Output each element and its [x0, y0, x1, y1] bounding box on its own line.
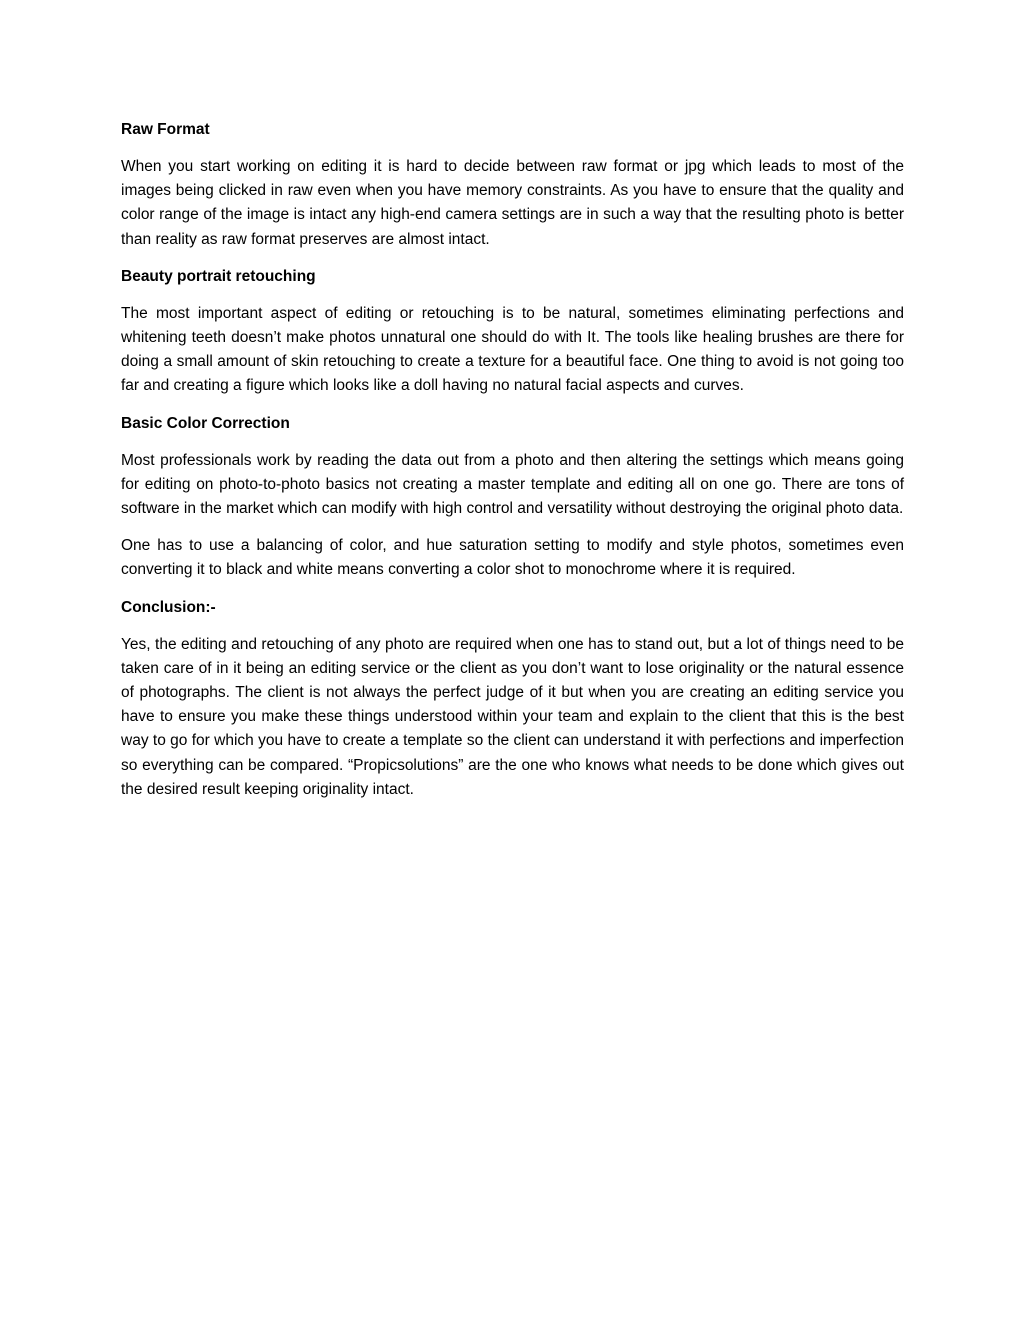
section-heading-conclusion: Conclusion:-	[121, 598, 216, 616]
section-heading-color-correction: Basic Color Correction	[121, 414, 290, 432]
section-heading-beauty-portrait: Beauty portrait retouching	[121, 267, 316, 285]
section-paragraph: Most professionals work by reading the data out from a photo and then altering the settings which means going for editing on photo-to-photo basics not creating a master template and editing all on one go. There are tons of software in the market which can modify with high control and versatility without destroying the original photo data.	[121, 451, 904, 518]
document-page	[121, 118, 904, 815]
section-paragraph: Yes, the editing and retouching of any photo are required when one has to stand out, but a lot of things need to be taken care of in it being an editing service or the client as you don’t want to lose originality or the natural essence of photographs. The client is not always the perfect judge of it but when you are creating an editing service you have to ensure you make these things understood within your team and explain to the client that this is the best way to go for which you have to create a template so the client can understand it with perfections and imperfection so everything can be compared. “Propicsolutions” are the one who knows what needs to be done which gives out the desired result keeping originality intact.	[121, 635, 904, 798]
section-paragraph: The most important aspect of editing or retouching is to be natural, sometimes eliminating perfections and whitening teeth doesn’t make photos unnatural one should do with It. The tools like healing brushes are there for doing a small amount of skin retouching to create a texture for a beautiful face. One thing to avoid is not going too far and creating a figure which looks like a doll having no natural facial aspects and curves.	[121, 304, 904, 395]
section-paragraph: When you start working on editing it is hard to decide between raw format or jpg which leads to most of the images being clicked in raw even when you have memory constraints. As you have to ensure that the quality and color range of the image is intact any high-end camera settings are in such a way that the resulting photo is better than reality as raw format preserves are almost intact.	[121, 158, 904, 248]
section-heading-raw-format: Raw Format	[121, 121, 210, 138]
section-paragraph: One has to use a balancing of color, and hue saturation setting to modify and style photos, sometimes even converting it to black and white means converting a color shot to monochrome where it is required.	[121, 537, 904, 579]
